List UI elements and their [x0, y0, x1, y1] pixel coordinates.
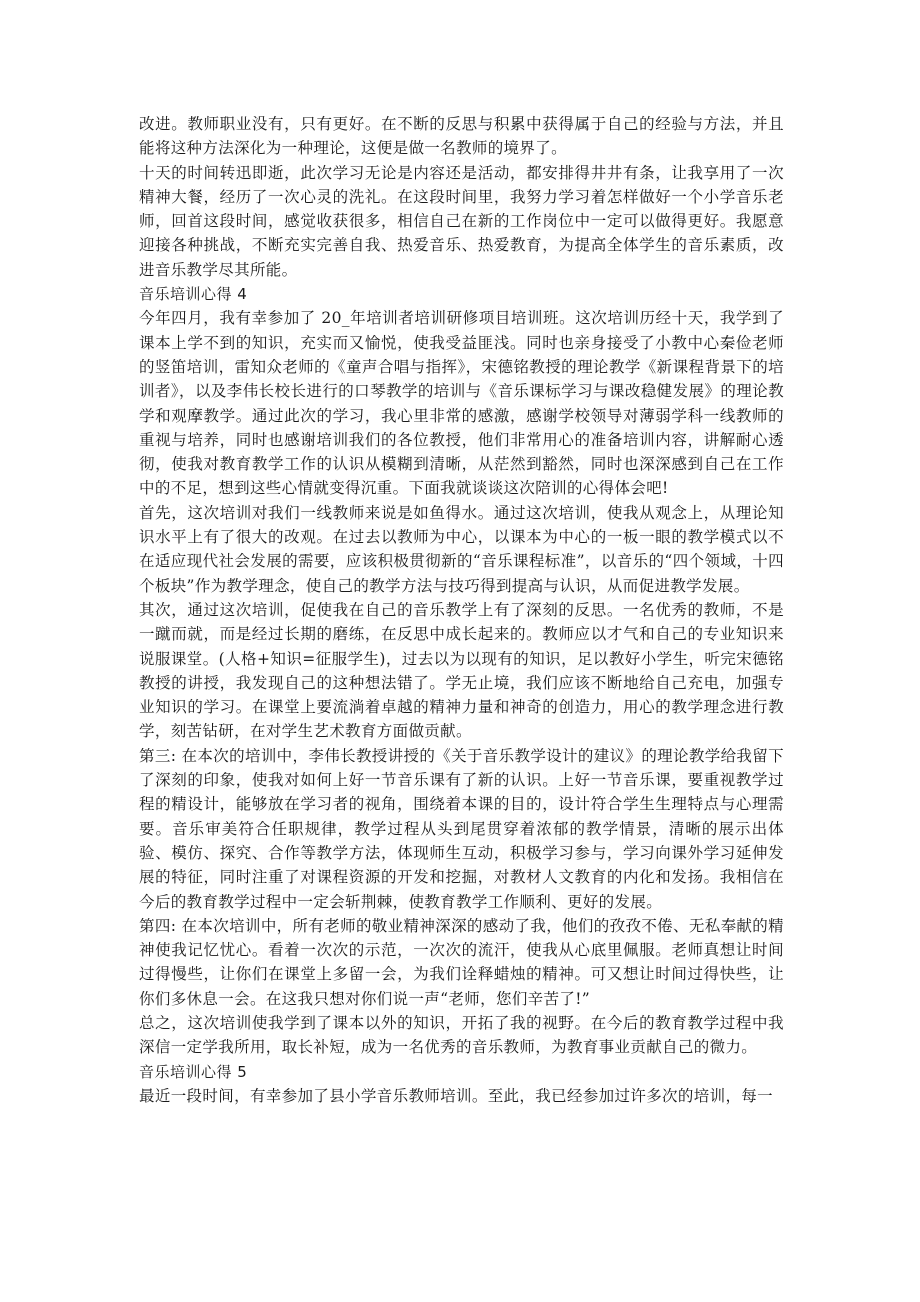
paragraph: 第三: 在本次的培训中，李伟长教授讲授的《关于音乐教学设计的建议》的理论教学给我留下了深刻的印象，使我对如何上好一节音乐课有了新的认识。上好一节音乐课，要重视教学过程的精设计，能够放在学习者的视角，围绕着本课的目的，设计符合学生生理特点与心理需要。音乐审美符合任职规律，教学过程从头到尾贯穿着浓郁的教学情景，清晰的展示出体验、模仿、探究、合作等教学方法，体现师生互动，积极学习参与，学习向课外学习延伸发展的特征，同时注重了对课程资源的开发和挖掘，对教材人文教育的内化和发扬。我相信在今后的教育教学过程中一定会斩荆棘，使教育教学工作顺利、更好的发展。 [139, 746, 784, 911]
document-body [139, 112, 784, 1108]
paragraph: 第四: 在本次培训中，所有老师的敬业精神深深的感动了我，他们的孜孜不倦、无私奉献的精神使我记忆忧心。看着一次次的示范，一次次的流汗，使我从心底里佩服。老师真想让时间过得慢些，让你们在课堂上多留一会，为我们诠释蜡烛的精神。可又想让时间过得快些，让你们多休息一会。在这我只想对你们说一声“老师，您们辛苦了!” [139, 916, 784, 1008]
paragraph: 总之，这次培训使我学到了课本以外的知识，开拓了我的视野。在今后的教育教学过程中我深信一定学我所用，取长补短，成为一名优秀的音乐教师，为教育事业贡献自己的微力。 [139, 1013, 784, 1057]
paragraph: 今年四月，我有幸参加了 20_年培训者培训研修项目培训班。这次培训历经十天，我学到了课本上学不到的知识，充实而又愉悦，使我受益匪浅。同时也亲身接受了小教中心秦俭老师的竖笛培训，雷知众老师的《童声合唱与指挥》，宋德铭教授的理论教学《新课程背景下的培训者》，以及李伟长校长进行的口琴教学的培训与《音乐课标学习与课改稳健发展》的理论教学和观摩教学。通过此次的学习，我心里非常的感激，感谢学校领导对薄弱学科一线教师的重视与培养，同时也感谢培训我们的各位教授，他们非常用心的准备培训内容，讲解耐心透彻，使我对教育教学工作的认识从模糊到清晰，从茫然到豁然，同时也深深感到自己在工作中的不足，想到这些心情就变得沉重。下面我就谈谈这次陪训的心得体会吧! [139, 309, 784, 498]
paragraph: 最近一段时间，有幸参加了县小学音乐教师培训。至此，我已经参加过许多次的培训，每一 [139, 1086, 774, 1105]
section-heading: 音乐培训心得 4 [139, 285, 248, 304]
paragraph: 十天的时间转迅即逝，此次学习无论是内容还是活动，都安排得井井有条，让我享用了一次精神大餐，经历了一次心灵的洗礼。在这段时间里，我努力学习着怎样做好一个小学音乐老师，回首这段时间，感觉收获很多，相信自己在新的工作岗位中一定可以做得更好。我愿意迎接各种挑战，不断充实完善自我、热爱音乐、热爱教育，为提高全体学生的音乐素质，改进音乐教学尽其所能。 [139, 163, 784, 279]
paragraph: 其次，通过这次培训，促使我在自己的音乐教学上有了深刻的反思。一名优秀的教师，不是一蹴而就，而是经过长期的磨练，在反思中成长起来的。教师应以才气和自己的专业知识来说服课堂。(人格+知识=征服学生)，过去以为以现有的知识，足以教好小学生，听完宋德铭教授的讲授，我发现自己的这种想法错了。学无止境，我们应该不断地给自己充电，加强专业知识的学习。在课堂上要流淌着卓越的精神力量和神奇的创造力，用心的教学理念进行教学，刻苦钻研，在对学生艺术教育方面做贡献。 [139, 600, 784, 741]
paragraph: 首先，这次培训对我们一线教师来说是如鱼得水。通过这次培训，使我从观念上，从理论知识水平上有了很大的改观。在过去以教师为中心，以课本为中心的一板一眼的教学模式以不在适应现代社会发展的需要，应该积极贯彻新的“音乐课程标准”，以音乐的“四个领域，十四个板块”作为教学理念，使自己的教学方法与技巧得到提高与认识，从而促进教学发展。 [139, 503, 784, 595]
section-heading: 音乐培训心得 5 [139, 1062, 248, 1081]
paragraph: 改进。教师职业没有，只有更好。在不断的反思与积累中获得属于自己的经验与方法，并且能将这种方法深化为一种理论，这便是做一名教师的境界了。 [139, 115, 784, 158]
